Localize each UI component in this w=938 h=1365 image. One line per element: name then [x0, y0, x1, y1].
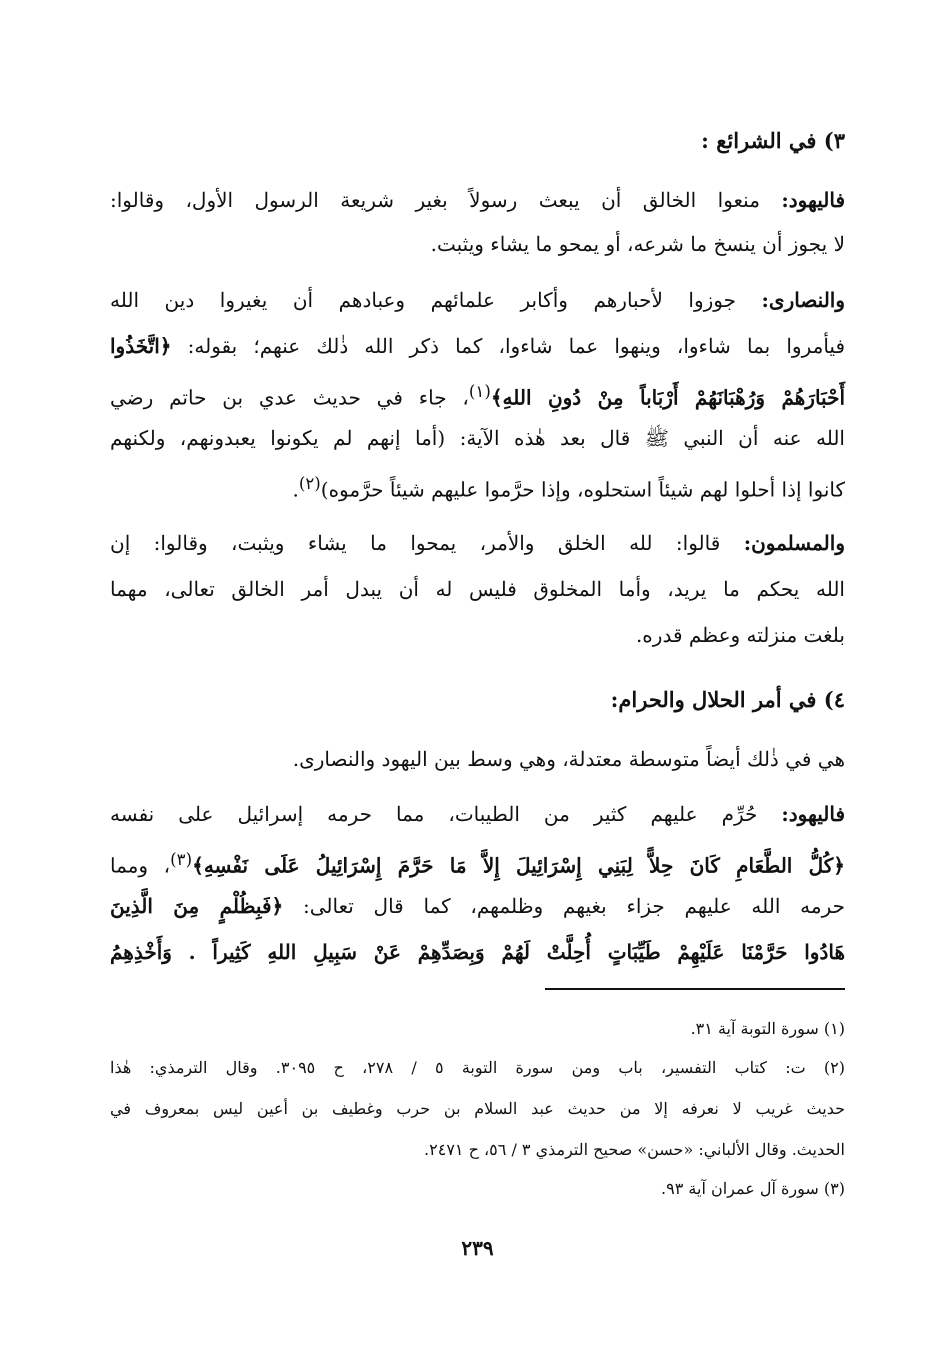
- christians-text-5: كانوا إذا أحلوا لهم شيئاً استحلوه، وإذا حرَّموا عليهم شيئاً حرَّموه): [320, 477, 845, 502]
- section4-jews-text-2: ، ومما: [110, 853, 171, 878]
- quran-verse: أَحْبَارَهُمْ وَرُهْبَانَهُمْ أَرْبَاباً مِنْ دُونِ اللهِ﴾: [490, 385, 846, 410]
- section3-muslims-line1: [110, 528, 845, 558]
- section3-christians-line2: [110, 331, 845, 361]
- section3-muslims-line3: بلغت منزلته وعظم قدره.: [635, 623, 845, 647]
- quran-verse: ﴿اتَّخَذُوا: [110, 334, 172, 358]
- footnote-ref-3: (٣): [170, 850, 193, 869]
- quran-verse: ﴿فَبِظُلْمٍ مِنَ الَّذِينَ: [110, 894, 284, 918]
- section4-jews-line4: هَادُوا حَرَّمْنَا عَلَيْهِمْ طَيِّبَاتٍ أُحِلَّتْ لَهُمْ وَبِصَدِّهِمْ عَنْ سَبِيلِ اللهِ كَثِيراً . وَأَخْذِهِمُ: [110, 940, 845, 964]
- page-number: ٢٣٩: [461, 1236, 494, 1260]
- jews-text-1: منعوا الخالق أن يبعث رسولاً بغير شريعة الرسول الأول، وقالوا:: [110, 188, 760, 212]
- christians-label: والنصارى:: [761, 288, 846, 312]
- footnote-1: (١) سورة التوبة آية ٣١.: [690, 1019, 845, 1038]
- footnote-ref-1: (١): [468, 382, 491, 401]
- section3-heading: ٣) في الشرائع :: [701, 128, 845, 153]
- section3-christians-line5: [292, 469, 845, 505]
- section3-muslims-line2: الله يحكم ما يريد، وأما المخلوق فليس له أن يبدل أمر الخالق تعالى، مهما: [110, 577, 845, 601]
- footnote-2-line3: الحديث. وقال الألباني: «حسن» صحيح الترمذي ٣ / ٥٦، ح ٢٤٧١.: [424, 1140, 845, 1159]
- book-page: [110, 0, 845, 1365]
- jews-label: فاليهود:: [781, 802, 846, 826]
- footnote-2-line2: حديث غريب لا نعرفه إلا من حديث عبد السلام بن حرب وغطيف بن أعين ليس بمعروف في: [110, 1099, 845, 1118]
- line-end-dot: .: [292, 477, 299, 502]
- footnote-ref-2: (٢): [298, 474, 321, 493]
- section3-jews-line1: [110, 185, 845, 215]
- section4-jews-line2: [110, 845, 845, 881]
- section4-jews-text-1: حُرِّم عليهم كثير من الطيبات، مما حرمه إسرائيل على نفسه: [110, 802, 758, 826]
- section4-jews-line1: [110, 799, 845, 829]
- quran-verse: ﴿كُلُّ الطَّعَامِ كَانَ حِلاًّ لِبَنِي إِسْرَائِيلَ إِلاَّ مَا حَرَّمَ إِسْرَائِيلُ عَلَى نَفْسِهِ﴾: [192, 853, 845, 878]
- section3-jews-line2: لا يجوز أن ينسخ ما شرعه، أو يمحو ما يشاء ويثبت.: [430, 232, 845, 256]
- section4-heading: ٤) في أمر الحلال والحرام:: [610, 687, 845, 712]
- christians-text-3: ، جاء في حديث عدي بن حاتم رضي: [110, 385, 469, 410]
- section3-christians-line1: [110, 285, 845, 315]
- jews-label: فاليهود:: [781, 188, 846, 212]
- footnote-divider: [545, 988, 845, 990]
- christians-text-2: فيأمروا بما شاءوا، وينهوا عما شاءوا، كما ذكر الله ذٰلك عنهم؛ بقوله:: [187, 334, 846, 358]
- section4-jews-text-3: حرمه الله عليهم جزاء بغيهم وظلمهم، كما قال تعالى:: [303, 894, 845, 918]
- section4-intro: هي في ذٰلك أيضاً متوسطة معتدلة، وهي وسط بين اليهود والنصارى.: [292, 747, 845, 771]
- footnote-3: (٣) سورة آل عمران آية ٩٣.: [661, 1179, 845, 1198]
- muslims-text-1: قالوا: لله الخلق والأمر، يمحوا ما يشاء ويثبت، وقالوا: إن: [110, 531, 721, 555]
- section3-christians-line4: الله عنه أن النبي ﷺ قال بعد هٰذه الآية: (أما إنهم لم يكونوا يعبدونهم، ولكنهم: [110, 426, 845, 450]
- section4-jews-line3: [110, 891, 845, 921]
- christians-text-1: جوزوا لأحبارهم وأكابر علمائهم وعبادهم أن يغيروا دين الله: [110, 288, 736, 312]
- section3-christians-line3: [110, 377, 845, 413]
- footnote-2-line1: (٢) ت: كتاب التفسير، باب ومن سورة التوبة ٥ / ٢٧٨، ح ٣٠٩٥. وقال الترمذي: هٰذا: [110, 1058, 846, 1077]
- muslims-label: والمسلمون:: [743, 531, 845, 555]
